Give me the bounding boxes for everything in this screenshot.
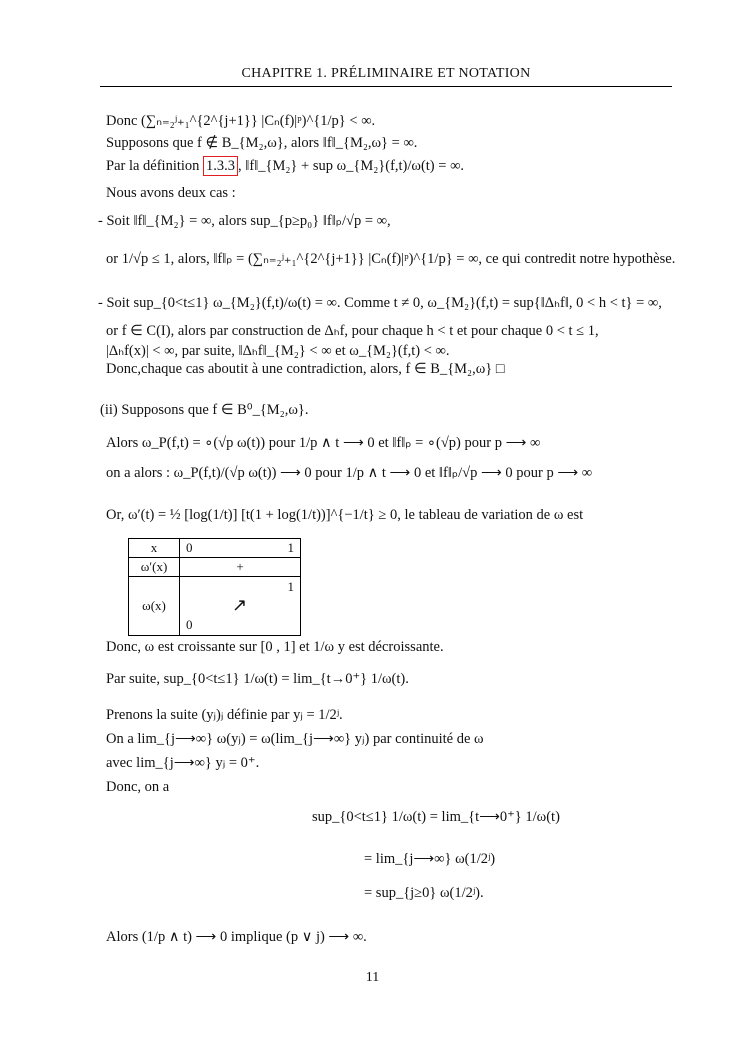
- line-13: on a alors : ω_P(f,t)/(√p ω(t)) ⟶ 0 pour 1/p ∧ t ⟶ 0 et ‖f‖ₚ/√p ⟶ 0 pour p ⟶ ∞: [106, 465, 593, 481]
- page-number: 11: [365, 970, 380, 985]
- line-3-math: , ‖f‖_{M₂} + sup ω_{M₂}(f,t)/ω(t) = ∞.: [238, 158, 465, 174]
- line-21: Alors (1/p ∧ t) ⟶ 0 implique (p ∨ j) ⟶ ∞.: [106, 929, 367, 945]
- variation-bottom: 0: [186, 617, 193, 632]
- line-1-text: Donc: [106, 113, 138, 129]
- equation-1: sup_{0<t≤1} 1/ω(t) = lim_{t⟶0⁺} 1/ω(t): [312, 809, 560, 825]
- line-14: Or, ω′(t) = ½ [log(1/t)] [t(1 + log(1/t))]^{−1/t} ≥ 0, le tableau de variation de ω est: [106, 507, 584, 523]
- table-cell-x0: 0: [180, 539, 279, 558]
- line-19: avec lim_{j⟶∞} yⱼ = 0⁺.: [106, 755, 260, 771]
- line-16: Par suite, sup_{0<t≤1} 1/ω(t) = lim_{t→0⁺} 1/ω(t).: [106, 671, 409, 687]
- line-20: Donc, on a: [106, 779, 170, 795]
- line-17: Prenons la suite (yⱼ)ⱼ définie par yⱼ = 1/2ʲ.: [106, 707, 343, 723]
- line-3: [106, 156, 464, 176]
- line-5: - Soit ‖f‖_{M₂} = ∞, alors sup_{p≥p₀} ‖f‖ₚ/√p = ∞,: [98, 213, 391, 229]
- line-6: or 1/√p ≤ 1, alors, ‖f‖ₚ = (∑ₙ₌₂ʲ₊₁^{2^{j+1}} |Cₙ(f)|ᵖ)^{1/p} = ∞, ce qui contredit notre hypothèse.: [106, 251, 676, 267]
- line-9: |Δₕf(x)| < ∞, par suite, ‖Δₕf‖_{M₂} < ∞ et ω_{M₂}(f,t) < ∞.: [106, 343, 450, 359]
- line-18: On a lim_{j⟶∞} ω(yⱼ) = ω(lim_{j⟶∞} yⱼ) par continuité de ω: [106, 731, 484, 747]
- table-cell-x: x: [129, 539, 180, 558]
- equation-2: = lim_{j⟶∞} ω(1/2ʲ): [364, 851, 496, 867]
- definition-reference-link[interactable]: 1.3.3: [203, 156, 238, 176]
- line-4: Nous avons deux cas :: [106, 185, 236, 201]
- line-12: Alors ω_P(f,t) = ∘(√p ω(t)) pour 1/p ∧ t ⟶ 0 et ‖f‖ₚ = ∘(√p) pour p ⟶ ∞: [106, 435, 541, 451]
- table-cell-omega: ω(x): [129, 577, 180, 636]
- table-cell-derivative: ω′(x): [129, 558, 180, 577]
- section-ii: (ii) Supposons que f ∈ B⁰_{M₂,ω}.: [100, 402, 309, 418]
- line-10: Donc,chaque cas aboutit à une contradiction, alors, f ∈ B_{M₂,ω} □: [106, 361, 505, 377]
- line-7: - Soit sup_{0<t≤1} ω_{M₂}(f,t)/ω(t) = ∞. Comme t ≠ 0, ω_{M₂}(f,t) = sup{‖Δₕf‖, 0 < h < t} = ∞,: [98, 295, 662, 311]
- line-8: or f ∈ C(I), alors par construction de Δₕf, pour chaque h < t et pour chaque 0 < t ≤ 1,: [106, 323, 599, 339]
- variation-table: [128, 538, 301, 636]
- line-3-text: Par la définition: [106, 158, 200, 174]
- table-cell-x1: 1: [278, 539, 301, 558]
- line-2: Supposons que f ∉ B_{M₂,ω}, alors ‖f‖_{M₂,ω} = ∞.: [106, 135, 418, 151]
- equation-3: = sup_{j≥0} ω(1/2ʲ).: [364, 885, 484, 901]
- variation-top: 1: [287, 579, 294, 594]
- line-1: [106, 112, 375, 130]
- running-header: CHAPITRE 1. PRÉLIMINAIRE ET NOTATION: [241, 66, 531, 81]
- line-1-math: (∑ₙ₌₂ʲ₊₁^{2^{j+1}} |Cₙ(f)|ᵖ)^{1/p} < ∞.: [141, 113, 376, 129]
- increasing-arrow-icon: ↗: [232, 595, 248, 615]
- table-cell-sign: +: [180, 558, 301, 577]
- header-rule: [100, 86, 672, 87]
- line-15: Donc, ω est croissante sur [0 , 1] et 1/ω y est décroissante.: [106, 639, 444, 655]
- table-cell-variation: [180, 577, 301, 636]
